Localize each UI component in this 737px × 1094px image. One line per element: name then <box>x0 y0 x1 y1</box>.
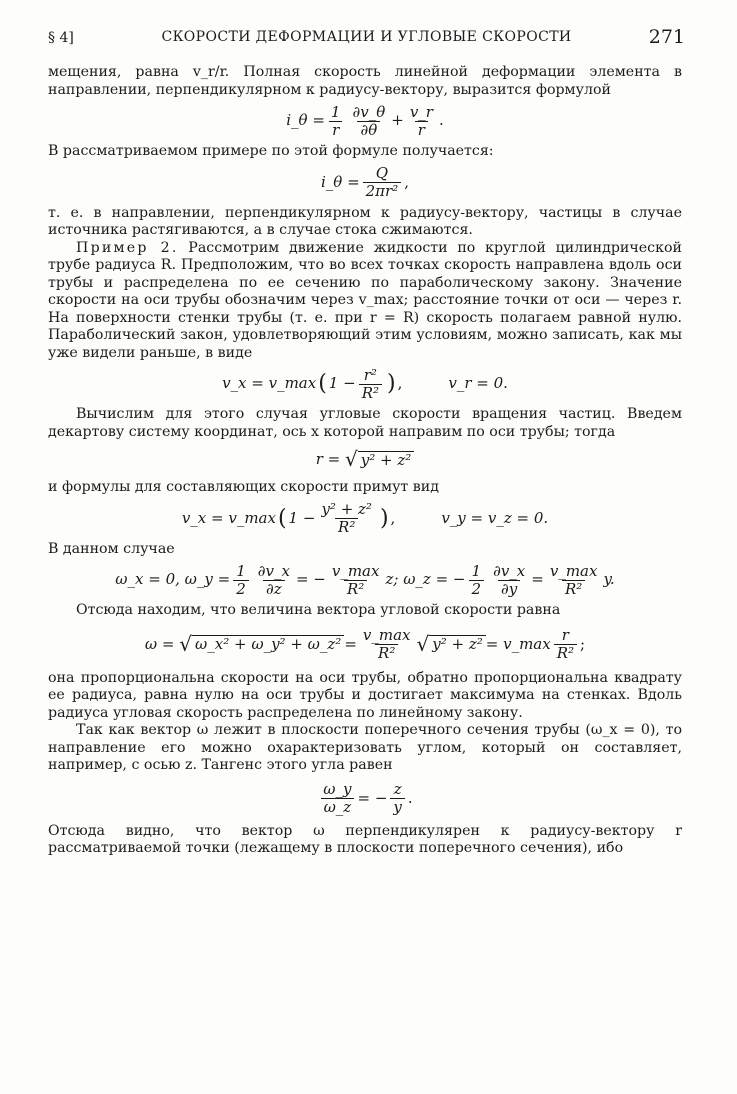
paragraph-7: В данном случае <box>48 540 175 557</box>
formula-tangent: $\frac{\omega\_y}{\omega\_z}$ = − $\frac{z}{y}$ . <box>48 775 682 823</box>
section-mark: § 4] <box>48 30 74 46</box>
example-label: Пример 2. <box>76 239 179 256</box>
page-number: 271 <box>648 26 685 48</box>
page-body <box>48 64 682 858</box>
formula-velocity-components: v_x = v_max ( 1 − $\frac{\text{y² + z²}}{\text{R²}}$ ) , v_y = v_z = 0. <box>181 500 549 536</box>
formula-i-theta-general: i_θ = $\frac{1}{r}$ $\frac{\partial v\_\theta}{\partial\theta}$ + $\frac{v\_r}{r}$ . <box>286 102 444 139</box>
paragraph-6: и формулы для составляющих скорости примут вид <box>48 479 439 495</box>
running-header <box>48 26 685 52</box>
formula-angular-components: ω_x = 0, ω_y = $\frac{1}{2}$ $\frac{\partial v\_x}{\partial z}$ = − $\frac{v\_\max}{\text{R²}}$ z; ω_z = − $\frac{1}{2}$ $\frac{\partial v\_x}{\partial y}$ = $\frac{v\_\max}{\text{R²}}$ y. <box>115 561 615 598</box>
formula-angular-magnitude: ω = √ ω_x² + ω_y² + ω_z² = $\frac{v\_\max}{\text{R²}}$ √ y² + z² = v_max $\frac{r}{\text{R²}}$ ; <box>144 626 586 662</box>
paragraph-10: Так как вектор ω лежит в плоскости поперечного сечения трубы (ω_x = 0), то направление его можно охарактеризовать углом, который он составляет, например, с осью z. Тангенс этого угла равен <box>48 722 682 773</box>
formula-i-theta-source: i_θ = $\frac{Q}{\text{2πr²}}$ , <box>320 164 410 200</box>
paragraph-8: Отсюда находим, что величина вектора угловой скорости равна <box>76 602 561 618</box>
paragraph-3: т. е. в направлении, перпендикулярном к радиусу-вектору, частицы в случае источника растягиваются, а в случае стока сжимаются. <box>48 204 682 238</box>
paragraph-11: Отсюда видно, что вектор ω перпендикулярен к радиусу-вектору r рассматриваемой точки (лежащему в плоскости поперечного сечения), ибо <box>48 822 682 856</box>
formula-parabolic-law: v_x = v_max ( 1 − $\frac{\text{r²}}{\text{R²}}$ ) , v_r = 0. <box>222 365 508 402</box>
formula-r-radius: r = √ y² + z² <box>48 441 682 479</box>
paragraph-1: мещения, равна v_r/r. Полная скорость линейной деформации элемента в направлении, перпендикулярном к радиусу-вектору, выразится формулой <box>48 64 682 98</box>
paragraph-example-2: Пример 2. Рассмотрим движение жидкости по круглой цилиндрической трубе радиуса R. Предположим, что во всех точках скорость направлена вдоль оси трубы и распределена по ее сечению по параболическому закону. Значение скорости на оси трубы обозначим через v_max; расстояние точки от оси — через r. На поверхности стенки трубы (т. е. при r = R) скорость полагаем равной нулю. Параболический закон, удовлетворяющий этим условиям, можно записать, как мы уже видели раньше, в виде <box>48 239 682 361</box>
paragraph-5: Вычислим для этого случая угловые скорости вращения частиц. Введем декартову систему координат, ось x которой направим по оси трубы; тогда <box>48 406 682 440</box>
paragraph-9: она пропорциональна скорости на оси трубы, обратно пропорциональна квадрату ее радиуса, равна нулю на оси трубы и достигает максимума на стенках. Вдоль радиуса угловая скорость распределена по линейному закону. <box>48 669 682 721</box>
paragraph-2: В рассматриваемом примере по этой формуле получается: <box>48 143 494 159</box>
running-title: СКОРОСТИ ДЕФОРМАЦИИ И УГЛОВЫЕ СКОРОСТИ <box>161 29 572 45</box>
